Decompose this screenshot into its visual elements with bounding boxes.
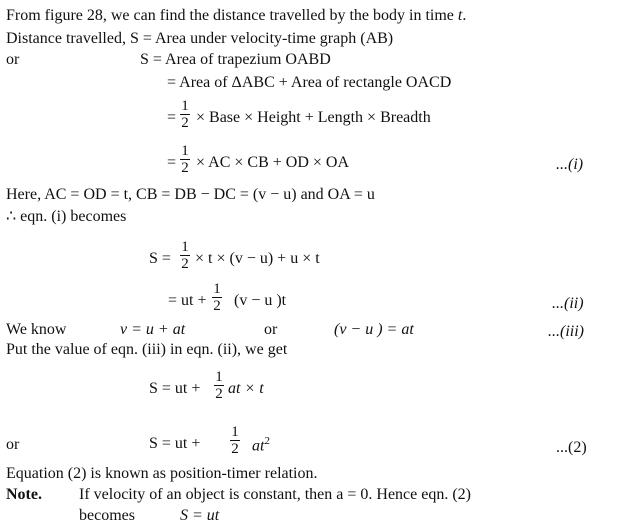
half-fraction: 1 2 [181,143,189,176]
put-value-line: Put the value of eqn. (iii) in eqn. (ii), we get [6,341,288,358]
half-fraction: 1 2 [181,239,189,272]
expand-line: × t × (v − u) + u × t [195,250,320,267]
at-squared: $at^2$ [252,435,270,455]
becomes-label: becomes [79,507,135,524]
base-height-line: × Base × Height + Length × Breadth [196,109,431,126]
equals-sign-5: = [167,109,177,126]
or-label-2: or [264,321,278,338]
s-equals-ut-14: S = ut + [149,435,201,452]
area-sum-line: = Area of ΔABC + Area of rectangle OACD [167,74,452,91]
v-minus-u-t: (v − u )t [234,292,287,309]
we-know-label: We know [6,321,67,338]
time-symbol: t [457,7,463,24]
half-fraction: 1 2 [181,98,189,131]
or-label-1: or [6,51,20,68]
area-trapezium-line: S = Area of trapezium OABD [140,51,331,68]
becomes-line: ∴ eqn. (i) becomes [6,208,127,225]
eq-ref-iii: ...(iii) [548,323,584,340]
eq-ref-2: ...(2) [556,439,587,456]
s-equals-ut-13: S = ut + [149,380,201,397]
or-label-3: or [6,436,20,453]
ac-cb-line: × AC × CB + OD × OA [196,154,349,171]
note-text: If velocity of an object is constant, then a = 0. Hence eqn. (2) [79,486,471,503]
first-eqn-motion: v = u + at [120,321,186,338]
half-fraction: 1 2 [213,281,221,314]
at-times-t: at × t [228,380,264,397]
note-label: Note. [6,486,42,503]
s-equals-ut-final: S = ut [180,507,220,524]
here-line: Here, AC = OD = t, CB = DB − DC = (v − u) and OA = u [6,186,375,203]
intro-line: From figure 28, we can find the distance travelled by the body in time t. [6,7,467,24]
half-fraction: 1 2 [231,424,239,457]
half-fraction: 1 2 [215,369,223,402]
equals-sign-6: = [167,154,177,171]
v-minus-u-at: (v − u ) = at [334,321,414,338]
s-equals-9: S = [149,250,171,267]
position-time-line: Equation (2) is known as position-timer relation. [6,465,318,482]
ut-plus-10: = ut + [168,292,207,309]
intro-text: From figure 28, we can find the distance travelled by the body in time [6,7,454,24]
eq-ref-i: ...(i) [556,156,584,173]
eq-ref-ii: ...(ii) [552,295,584,312]
distance-line: Distance travelled, S = Area under velocity-time graph (AB) [6,30,394,47]
